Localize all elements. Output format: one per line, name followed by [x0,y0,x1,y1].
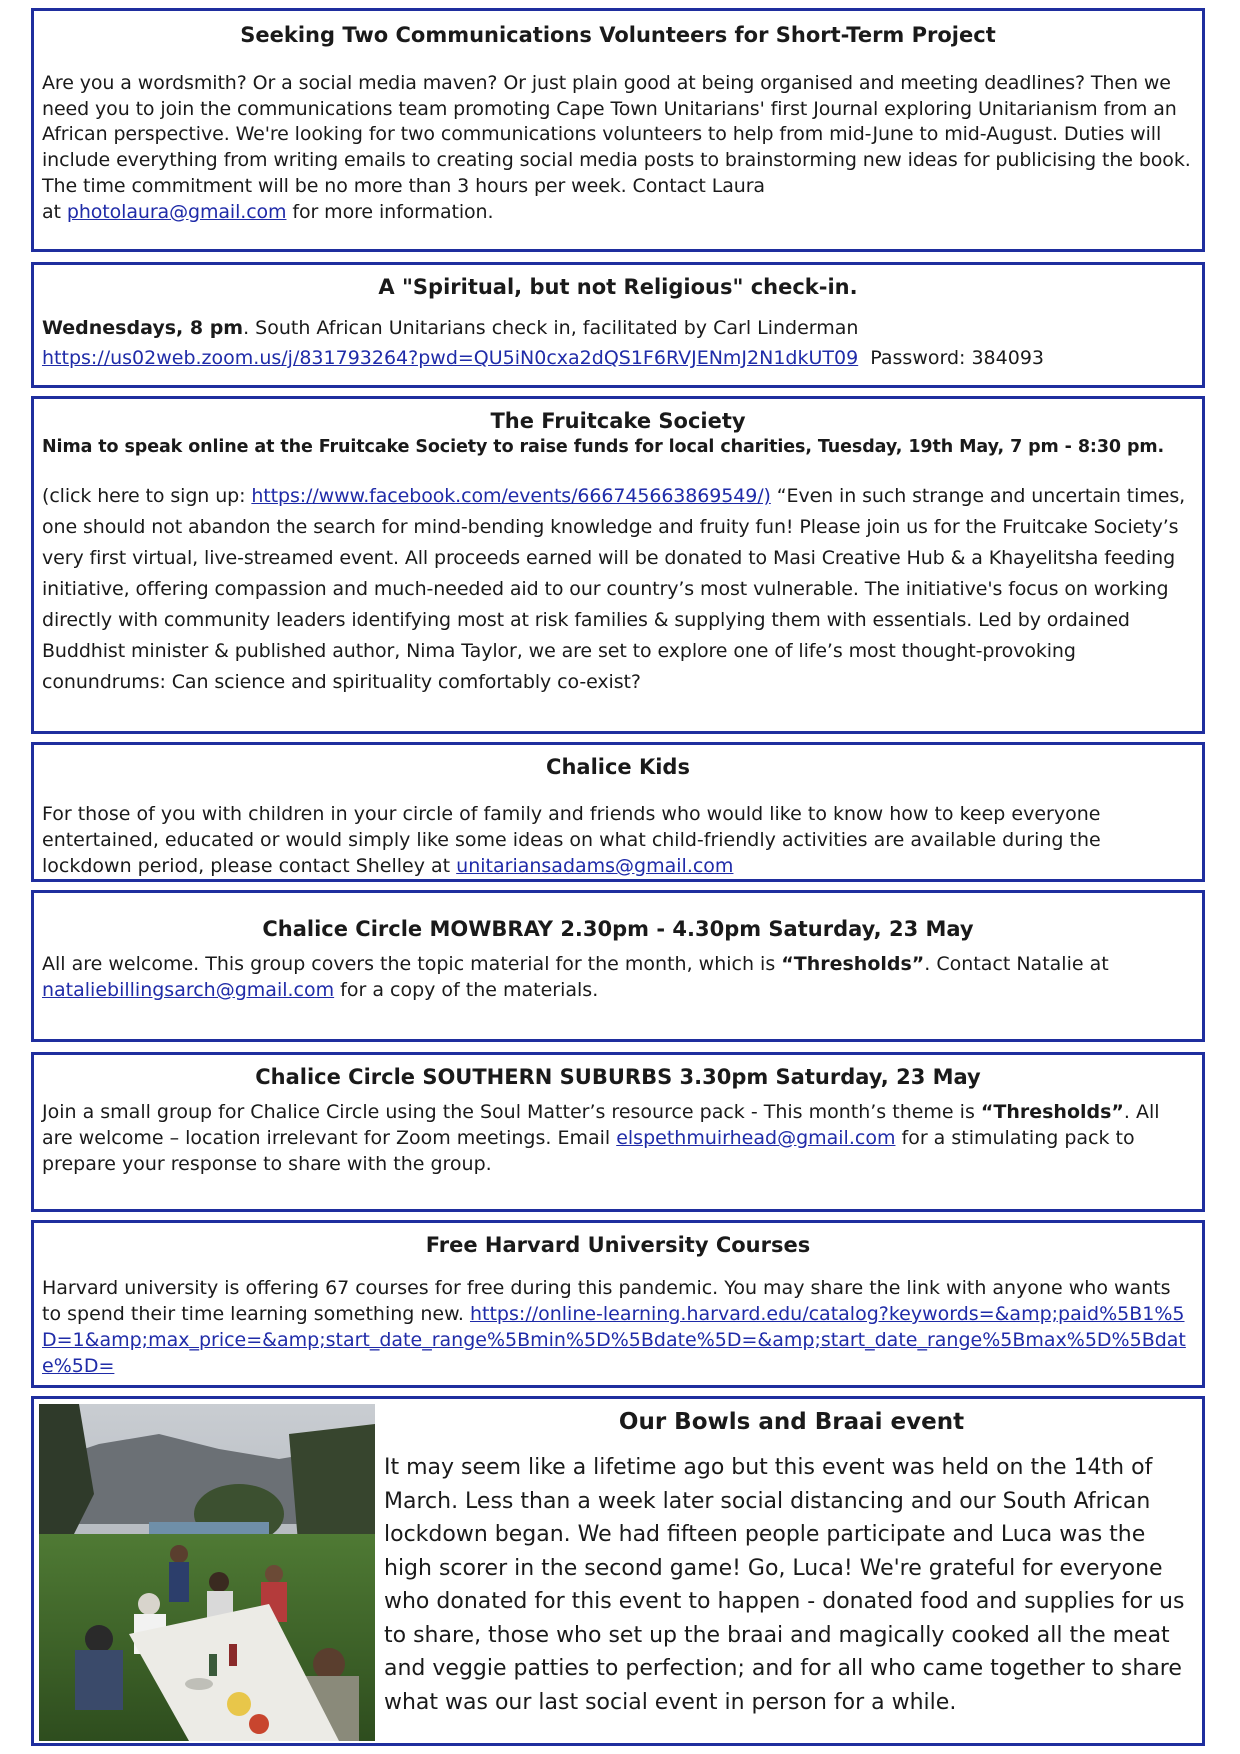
sbnr-notice [31,262,1205,388]
chalice-kids-title: Chalice Kids [546,755,690,779]
fruitcake-subtitle: Nima to speak online at the Fruitcake Society to raise funds for local charities, Tuesday, 19th May, 7 pm - 8:30 pm. [42,437,1165,457]
southern-text: Join a small group for Chalice Circle using the Soul Matter’s resource pack - This month’s theme is “Thresholds”. All are welcome – location irrelevant for Zoom meetings. Email elspethmuirhead@gmail.com for a stimulating pack to prepare your response to share with the group. [42,1101,1160,1175]
bowls-text-column [384,1399,1199,1719]
chalice-kids-notice [31,742,1205,882]
mowbray-text: All are welcome. This group covers the topic material for the month, which is “Thresholds”. Contact Natalie at nataliebillingsarch@gmail.com for a copy of the materials. [42,953,1109,1001]
bowls-text: It may seem like a lifetime ago but this event was held on the 14th of March. Less than a week later social distancing and our South African lockdown began. We had fifteen people participate and Luca was the high scorer in the second game! Go, Luca! We're grateful for everyone who donated for this event to happen - donated food and supplies for us to share, those who set up the braai and magically cooked all the meat and veggie patties to perfection; and for all who came together to share what was our last social event in person for a while. [384,1455,1185,1715]
southern-title: Chalice Circle SOUTHERN SUBURBS 3.30pm Saturday, 23 May [255,1065,981,1089]
natalie-email-link[interactable]: nataliebillingsarch@gmail.com [42,979,335,1001]
sbnr-title: A "Spiritual, but not Religious" check-in. [378,275,858,299]
sbnr-when: Wednesdays, 8 pm [42,317,244,339]
fruitcake-title: The Fruitcake Society [490,409,746,433]
mowbray-notice [31,890,1205,1042]
harvard-text: Harvard university is offering 67 courses for free during this pandemic. You may share the link with anyone who wants to spend their time learning something new. https://online-learning.harvard.edu/catalog?keywords=&amp;paid%5B1%5D=1&amp;max_price=&amp;start_date_range%5Bmin%5D%5Bdate%5D=&amp;start_date_range%5Bmax%5D%5Bdate%5D= [42,1277,1186,1377]
volunteers-notice [31,8,1205,252]
chalice-kids-text: For those of you with children in your circle of family and friends who would like to know how to keep everyone entertained, educated or would simply like some ideas on what child-friendly activities are available during the lockdown period, please contact Shelley at unitariansadams@gmail.com [42,803,1101,877]
southern-suburbs-notice [31,1052,1205,1212]
elspeth-email-link[interactable]: elspethmuirhead@gmail.com [616,1127,896,1149]
volunteers-title: Seeking Two Communications Volunteers for Short-Term Project [240,23,996,47]
mowbray-title: Chalice Circle MOWBRAY 2.30pm - 4.30pm Saturday, 23 May [262,917,974,941]
harvard-title: Free Harvard University Courses [425,1233,811,1257]
facebook-event-link[interactable]: https://www.facebook.com/events/666745663869549/) [251,485,771,507]
harvard-notice [31,1220,1205,1388]
zoom-password: Password: 384093 [870,347,1044,369]
laura-email-link[interactable]: photolaura@gmail.com [66,200,287,223]
shelley-email-link[interactable]: unitariansadams@gmail.com [456,855,734,877]
fruitcake-text: (click here to sign up: https://www.facebook.com/events/666745663869549/) “Even in such strange and uncertain times, one should not abandon the search for mind-bending knowledge and fruity fun! Please join us for the Fruitcake Society’s very first virtual, live-streamed event. All proceeds earned will be donated to Masi Creative Hub & a Khayelitsha feeding initiative, offering compassion and much-needed aid to our country’s most vulnerable. The initiative's focus on working directly with community leaders identifying most at risk families & supplying them with essentials. Led by ordained Buddhist minister & published author, Nima Taylor, we are set to explore one of life’s most thought-provoking conundrums: Can science and spirituality comfortably co-exist? [42,485,1186,693]
harvard-link[interactable]: https://online-learning.harvard.edu/catalog?keywords=&amp;paid%5B1%5D=1&amp;max_price=&amp;start_date_range%5Bmin%5D%5Bdate%5D=&amp;start_date_range%5Bmax%5D%5Bdate%5D= [42,1303,1186,1377]
bowls-event-photo [39,1404,375,1741]
sbnr-text: Wednesdays, 8 pm. South African Unitarians check in, facilitated by Carl Linderman https://us02web.zoom.us/j/831793264?pwd=QU5iN0cxa2dQS1F6RVJENmJ2N1dkUT09 Password: 384093 [42,317,1044,369]
bowls-braai-notice [31,1396,1205,1746]
fruitcake-notice [31,396,1205,734]
volunteers-text: Are you a wordsmith? Or a social media maven? Or just plain good at being organised and meeting deadlines? Then we need you to join the communications team promoting Cape Town Unitarians' first Journal exploring Unitarianism from an African perspective. We're looking for two communications volunteers to help from mid-June to mid-August. Duties will include everything from writing emails to creating social media posts to brainstorming new ideas for publicising the book. The time commitment will be no more than 3 hours per week. Contact Laura at photolaura@gmail.com for more information. [42,72,1191,223]
bowls-title: Our Bowls and Braai event [618,1409,965,1435]
zoom-link[interactable]: https://us02web.zoom.us/j/831793264?pwd=QU5iN0cxa2dQS1F6RVJENmJ2N1dkUT09 [42,347,859,369]
